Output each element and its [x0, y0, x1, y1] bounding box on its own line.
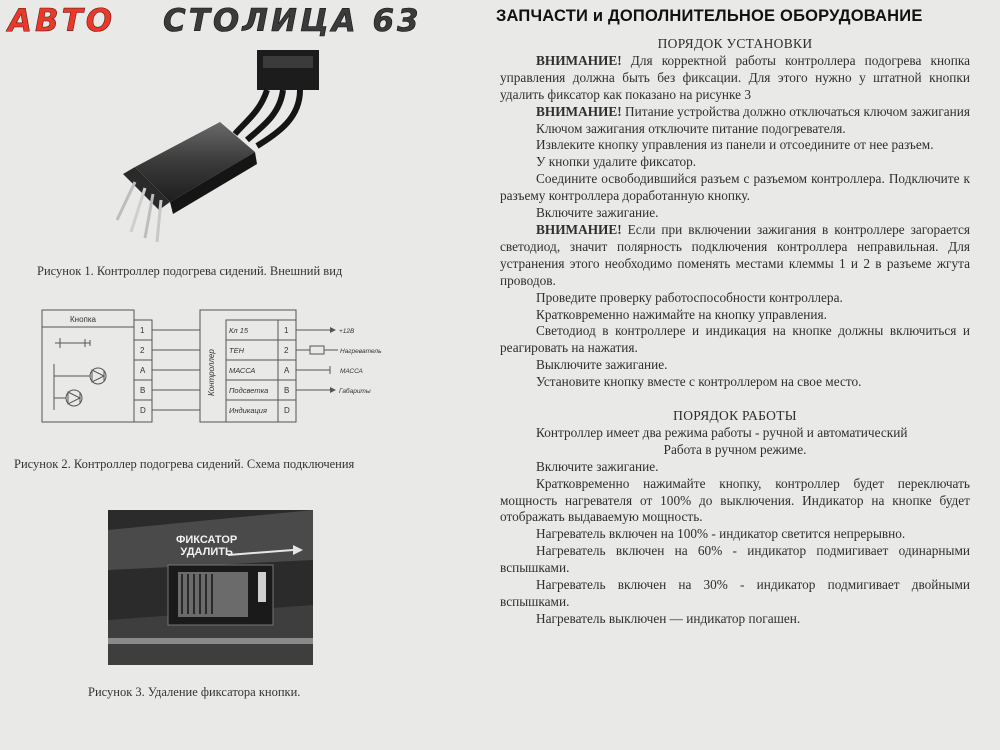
install-paragraph: Извлеките кнопку управления из панели и отсоедините от нее разъем. — [536, 137, 934, 153]
left-pin-2: 2 — [140, 346, 145, 355]
install-paragraph: Светодиод в контроллере и индикация на кнопке должны включиться и реагировать на нажатия. — [500, 323, 970, 356]
ctrl-row-pin: 2 — [284, 346, 289, 355]
ctrl-row-label: Кл 15 — [229, 326, 249, 335]
operation-paragraph: Нагреватель включен на 30% - индикатор подмигивает двойными вспышками. — [500, 577, 970, 609]
ctrl-row-pin: D — [284, 406, 290, 415]
scheme-controller-title: Контроллер — [207, 349, 216, 396]
instructions-column — [500, 36, 970, 628]
operation-paragraph: Нагреватель выключен — индикатор погашен. — [536, 610, 801, 626]
wiring-scheme — [30, 300, 410, 440]
install-paragraph: Выключите зажигание. — [536, 357, 668, 373]
fig3-label-line1: ФИКСАТОР — [176, 534, 238, 546]
install-paragraph: ВНИМАНИЕ! Если при включении зажигания в контроллере загорается светодиод, значит полярность подключения контроллера неправильная. Для устранения этого необходимо поменять местами клеммы 1 и 2 в разъеме жгута проводов. — [500, 221, 970, 288]
install-paragraph: Установите кнопку вместе с контроллером на свое место. — [536, 374, 862, 390]
left-pin-d: D — [140, 406, 146, 415]
operation-paragraph: Включите зажигание. — [536, 458, 659, 474]
controller-photo — [95, 42, 355, 252]
figure-2-caption: Рисунок 2. Контроллер подогрева сидений. Схема подключения — [14, 457, 355, 471]
fig3-label-line2: УДАЛИТЬ — [180, 546, 233, 558]
install-paragraph: Ключом зажигания отключите питание подогревателя. — [536, 120, 846, 136]
out-ground: МАССА — [340, 368, 363, 375]
install-paragraph: Соедините освободившийся разъем с разъемом контроллера. Подключите к разъему контроллера доработанную кнопку. — [500, 171, 970, 204]
install-paragraph: У кнопки удалите фиксатор. — [536, 154, 697, 170]
install-paragraph: Проведите проверку работоспособности контроллера. — [536, 289, 843, 305]
install-paragraph: ВНИМАНИЕ! Питание устройства должно отключаться ключом зажигания — [536, 103, 970, 119]
out-heater: Нагреватель — [340, 348, 382, 355]
install-paragraph: Кратковременно нажимайте на кнопку управления. — [536, 306, 827, 322]
ctrl-row-pin: 1 — [284, 326, 289, 335]
logo-avto: АВТО — [8, 3, 116, 39]
figure-3-caption: Рисунок 3. Удаление фиксатора кнопки. — [88, 685, 301, 699]
left-pin-1: 1 — [140, 326, 145, 335]
install-paragraph: ВНИМАНИЕ! Для корректной работы контроллера подогрева кнопка управления должна быть без фиксации. Для этого нужно у штатной кнопки удалить фиксатор как показано на рисунке 3 — [500, 52, 970, 102]
operation-paragraph: Нагреватель включен на 60% - индикатор подмигивает одинарными вспышками. — [500, 543, 970, 576]
button-latch-photo — [108, 510, 313, 665]
install-title: ПОРЯДОК УСТАНОВКИ — [657, 36, 813, 51]
ctrl-row-pin: B — [284, 386, 290, 395]
ctrl-row-label: Подсветка — [229, 386, 269, 395]
left-pin-b: B — [140, 386, 146, 395]
ctrl-row-pin: A — [284, 366, 290, 375]
ctrl-row-label: МАССА — [229, 366, 256, 375]
operation-paragraph: Кратковременно нажимайте кнопку, контроллер будет переключать мощность нагревателя от 100% до выключения. Индикатор на кнопке будет отображать выдаваемую мощность. — [500, 475, 970, 525]
figure-1-caption: Рисунок 1. Контроллер подогрева сидений. Внешний вид — [37, 264, 343, 278]
ctrl-row-label: Индикация — [229, 406, 267, 415]
scheme-button-title: Кнопка — [70, 315, 96, 324]
ctrl-row-label: ТЕН — [229, 346, 244, 355]
operation-title: ПОРЯДОК РАБОТЫ — [673, 408, 797, 424]
operation-subtitle: Работа в ручном режиме. — [663, 441, 807, 457]
out-12v: +12В — [339, 328, 355, 335]
operation-paragraph: Нагреватель включен на 100% - индикатор светится непрерывно. — [536, 526, 906, 542]
header-tagline: ЗАПЧАСТИ и ДОПОЛНИТЕЛЬНОЕ ОБОРУДОВАНИЕ — [496, 7, 923, 25]
operation-paragraph: Контроллер имеет два режима работы - ручной и автоматический — [536, 424, 908, 440]
out-lights: Габариты — [339, 388, 371, 395]
logo-stolitsa: СТОЛИЦА 63 — [163, 3, 422, 39]
left-pin-a: A — [140, 366, 146, 375]
install-paragraph: Включите зажигание. — [536, 205, 659, 221]
